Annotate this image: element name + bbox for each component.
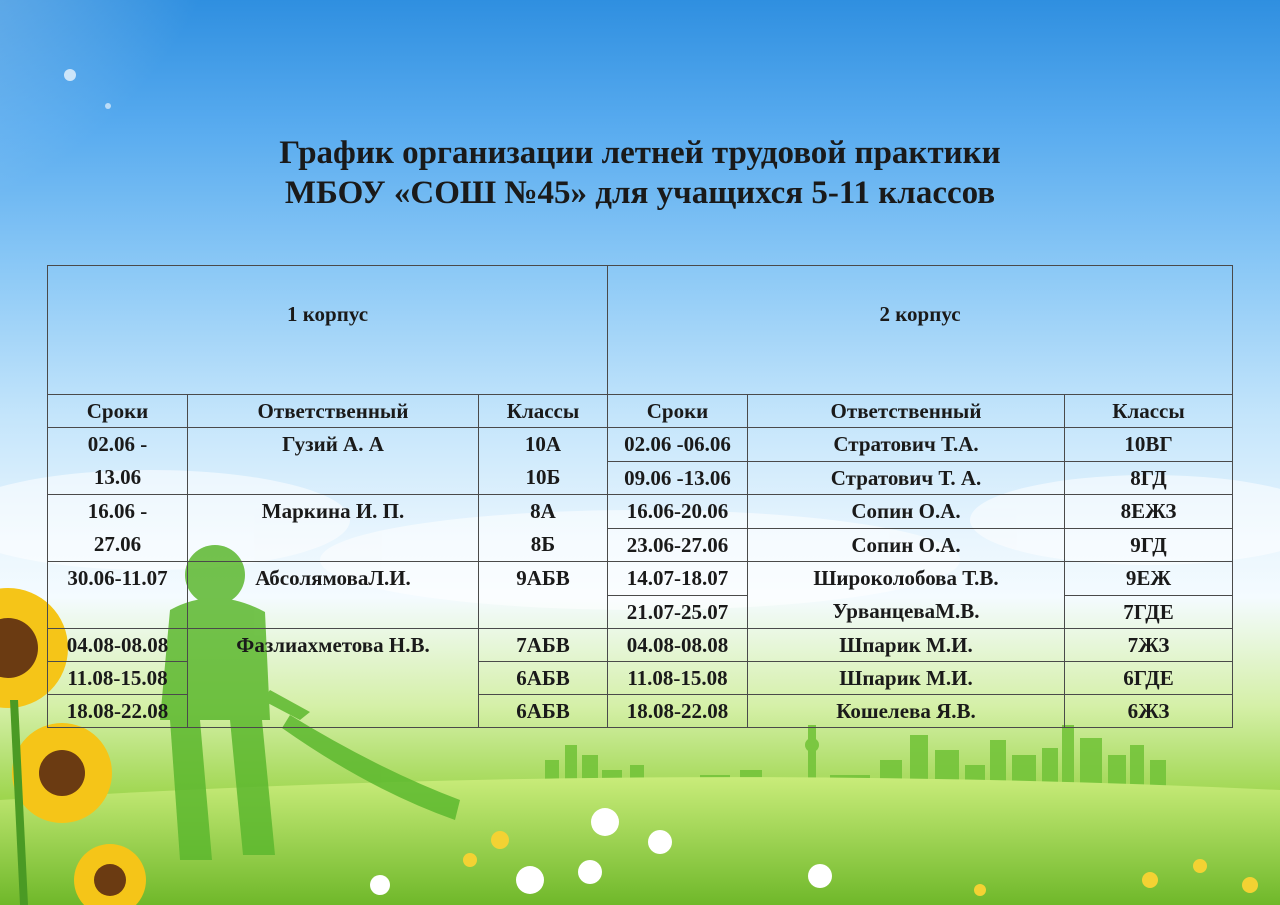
- cell-line: 13.06: [93, 465, 142, 489]
- table-row: [48, 428, 1233, 462]
- table-row: [48, 562, 1233, 596]
- table-row: [48, 495, 1233, 529]
- table-cell: 8ЕЖЗ: [1065, 495, 1233, 529]
- table-cell: 02.06 -06.06: [608, 428, 748, 462]
- table-cell: [748, 562, 1065, 629]
- column-header-classes: Классы: [1065, 395, 1233, 428]
- table-cell: 9ГД: [1065, 528, 1233, 562]
- column-header-dates: Сроки: [608, 395, 748, 428]
- table-cell: 10ВГ: [1065, 428, 1233, 462]
- page-title: [0, 133, 1280, 213]
- table-cell: [48, 428, 188, 495]
- table-cell: 9ЕЖ: [1065, 562, 1233, 596]
- cell-line: 8А: [530, 499, 556, 523]
- table-cell: Маркина И. П.: [188, 495, 479, 562]
- table-cell: Шпарик М.И.: [748, 662, 1065, 695]
- table-cell: 6АБВ: [479, 662, 608, 695]
- table-cell: 18.08-22.08: [48, 695, 188, 728]
- table-cell: Сопин О.А.: [748, 495, 1065, 529]
- table-cell: 6ЖЗ: [1065, 695, 1233, 728]
- cell-line: 27.06: [93, 532, 142, 556]
- table-cell: 09.06 -13.06: [608, 461, 748, 495]
- table-cell: [479, 495, 608, 562]
- table-cell: АбсолямоваЛ.И.: [188, 562, 479, 629]
- table-cell: 6ГДЕ: [1065, 662, 1233, 695]
- title-line-2: МБОУ «СОШ №45» для учащихся 5-11 классов: [284, 175, 996, 211]
- table-cell: 21.07-25.07: [608, 595, 748, 629]
- table-cell: Кошелева Я.В.: [748, 695, 1065, 728]
- table-cell: 14.07-18.07: [608, 562, 748, 596]
- building-2-header: 2 корпус: [608, 266, 1233, 395]
- column-header-classes: Классы: [479, 395, 608, 428]
- cell-line: 10Б: [525, 465, 561, 489]
- table-cell: 23.06-27.06: [608, 528, 748, 562]
- table-cell: 9АБВ: [479, 562, 608, 629]
- cell-line: 10А: [524, 432, 562, 456]
- cell-line: 16.06 -: [87, 499, 148, 523]
- cell-line: 02.06 -: [87, 432, 148, 456]
- table-cell: 30.06-11.07: [48, 562, 188, 629]
- table-cell: 8ГД: [1065, 461, 1233, 495]
- table-cell: Шпарик М.И.: [748, 629, 1065, 662]
- title-line-1: График организации летней трудовой практики: [279, 135, 1001, 171]
- table-cell: Фазлиахметова Н.В.: [188, 629, 479, 728]
- table-cell: 7ЖЗ: [1065, 629, 1233, 662]
- table-cell: [479, 428, 608, 495]
- table-cell: 11.08-15.08: [48, 662, 188, 695]
- schedule-table: [47, 265, 1233, 728]
- table-cell: 6АБВ: [479, 695, 608, 728]
- table-cell: Гузий А. А: [188, 428, 479, 495]
- cell-line: 8Б: [530, 532, 556, 556]
- table-cell: 04.08-08.08: [48, 629, 188, 662]
- table-cell: Стратович Т. А.: [748, 461, 1065, 495]
- cell-line: Широколобова Т.В.: [813, 566, 999, 590]
- column-header-responsible: Ответственный: [188, 395, 479, 428]
- column-header-dates: Сроки: [48, 395, 188, 428]
- table-cell: [48, 495, 188, 562]
- cell-line: УрванцеваМ.В.: [832, 599, 980, 623]
- table-row: [48, 395, 1233, 428]
- building-1-header: 1 корпус: [48, 266, 608, 395]
- column-header-responsible: Ответственный: [748, 395, 1065, 428]
- table-cell: 7ГДЕ: [1065, 595, 1233, 629]
- table-cell: 18.08-22.08: [608, 695, 748, 728]
- table-row: [48, 629, 1233, 662]
- table-cell: 7АБВ: [479, 629, 608, 662]
- table-cell: 04.08-08.08: [608, 629, 748, 662]
- table-cell: Стратович Т.А.: [748, 428, 1065, 462]
- table-row: [48, 266, 1233, 395]
- table-cell: Сопин О.А.: [748, 528, 1065, 562]
- table-cell: 11.08-15.08: [608, 662, 748, 695]
- table-cell: 16.06-20.06: [608, 495, 748, 529]
